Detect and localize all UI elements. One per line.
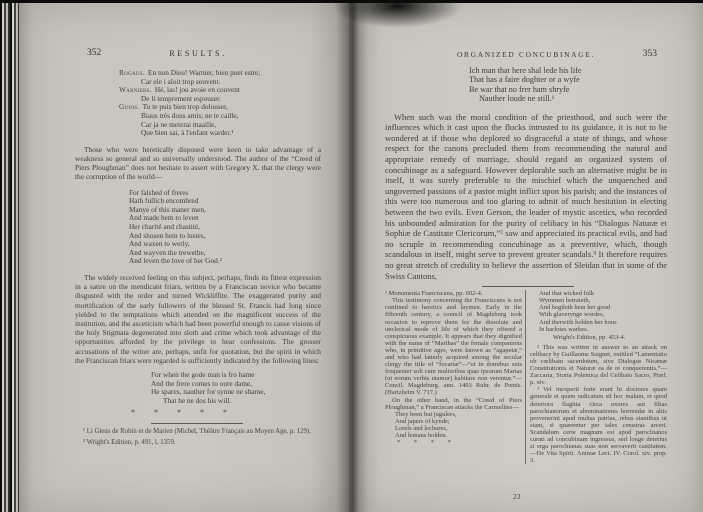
- verse-line: Ich man that here shal lede his life: [469, 66, 582, 75]
- verse-line: And that wicked folk: [539, 290, 595, 298]
- verse-text: Que bien sai, à l'enfant warder.¹: [141, 128, 234, 138]
- verse-text: Biaus très dous amis; ne te caille,: [141, 110, 239, 120]
- verse-line: And therwith holden her hous: [539, 318, 617, 326]
- running-header-right: ORGANIZED CONCUBINAGE.: [457, 50, 595, 59]
- verse-line: And japers of kynde;: [395, 417, 450, 425]
- verse-line: And lemans holden.: [395, 432, 448, 439]
- speaker-name: Rogaus.: [119, 68, 146, 77]
- page-number-left: 352: [87, 48, 102, 58]
- verse-text: Car ele i aloit trop souvent.: [141, 76, 221, 86]
- verse-line: That he ne dos his will.: [163, 395, 232, 405]
- verse-line: For when the gode man is fro hame: [151, 369, 255, 379]
- verse-line: Wymmen betraieth,: [539, 297, 591, 305]
- verse-text: De li temprement espouser.: [141, 93, 221, 103]
- verse-line: For falshed of freres: [129, 187, 189, 197]
- opening-verse: [469, 66, 667, 104]
- verse-line: They been but jugulers,: [395, 410, 457, 418]
- verse-line: Hath fullich encombred: [129, 196, 199, 206]
- verse-line: And made hem to leven: [129, 213, 199, 223]
- left-footnotes: [75, 428, 321, 446]
- satire-quote: [151, 371, 321, 405]
- body-paragraph-1: Those who were heretically disposed were keen to take advantage of a weakness so general and so universally understood. The author of the “Creed of Piers Ploughman” does not hesitate to assert with Gregory X. that the clergy were the corruption of the world—: [75, 144, 321, 182]
- footnote-1: ¹ Li Gieus de Robin et de Marien (Michel, Théâtre Français au Moyen Age, p. 129).: [83, 428, 311, 436]
- verse-line: And the frere comes to oure dame,: [151, 378, 253, 388]
- verse-text: Tu te puis bien trop dolouser,: [142, 102, 228, 112]
- verse-line: Manye of this maner men,: [129, 204, 206, 214]
- scan-edge-top: [0, 0, 703, 3]
- verse-line: And waxen to werly,: [129, 239, 190, 249]
- verse-line: And shosen hem to lustes,: [129, 230, 206, 240]
- signature-mark: 23: [513, 492, 521, 501]
- verse-line: Nauther loude ne still.¹: [479, 94, 555, 104]
- left-page-header: [75, 49, 321, 61]
- footnote-body-1: This testimony concerning the Franciscans is not confined to heretics and laymen. Early in the fifteenth century, a council of Magdeburg took occasion to reprove them for the dissolute and unclerical mode of life of which they offered a conspicuous example. It appears that they dignified with the name of “Marthas” the female companions who, in primitive ages, were known as “agapetæ,” and who had latterly acquired among the secular clergy the title of “focariæ”—“et in domibus suis frequenter soli cum mulieribus quas ipsorum Martas (ut eorum verbis utamur) habitare non verentur.”—Concil. Magdeburg. ann. 1403 Rubr. de Pœnis. (Hartzheim V. 717.): [385, 297, 522, 397]
- creed-quote: [129, 189, 321, 266]
- verse-line: Be war that no frer ham shryfe: [469, 84, 570, 94]
- verse-text: En non Dieu! Warnier, bien puet estre;: [148, 68, 261, 77]
- footnote-ref-2: ² This was written in answer to an attack on celibacy by Guillaume Saignet, entitled “Lamentatio ob cœlibatu sacerdotum, sive Dialogus Nicænæ Constitutionis et Naturæ ea de re conquerentis.”—Zaccaria, Storia Polemica del Celibato Sacro, Præf. p. xiv.: [530, 343, 667, 387]
- verse-line: In harlotes warkes.: [539, 325, 589, 333]
- verse-text: Car ja ne meterai maaille,: [141, 119, 217, 129]
- book-edge-stripes: [0, 0, 19, 512]
- verse-line: And leven the love of her God.²: [129, 256, 222, 266]
- verse-line: And begileth hem her good: [539, 304, 611, 312]
- verse-line: He spares, nauther for synne ne shame,: [151, 387, 266, 397]
- footnote-body-2: On the other hand, in the “Creed of Piers Ploughman,” a Franciscan attacks the Carmelites—: [385, 396, 522, 411]
- left-page-text-block: [75, 49, 321, 447]
- body-paragraph: When such was the moral condition of the priesthood, and such were the influences which it cast upon the flocks intrusted to its guidance, it is not to be wondered at if those who deplored so disgraceful a state of things, and whose respect for the canons precluded them from recommending the natural and appropriate remedy of marriage, should regard an organized system of concubinage as a safeguard. However deplorable such an alternative might be in itself, it was surely preferable to the mischief which the unquenched and ungoverned passions of a pastor might inflict upon his parish; and the instances of this were too numerous and too glaring to admit of much hesitation in electing between the two evils. Even Gerson, the leader of mystic ascetics, who recorded his unbounded admiration for the purity of celibacy in his “Dialogus Naturæ et Sophiæ de Castitate Clericorum,”² saw and appreciated its practical evils, and had no scruple in recommending concubinage as a preventive, which, though scandalous in itself, might serve to prevent greater scandals.³ It therefore requires no great stretch of credulity to believe the assertion of Sleidan that in some of the Swiss Cantons,: [385, 111, 667, 281]
- page-number-right: 353: [642, 49, 657, 59]
- footnote-ref-3: ³ Vel inexperti forte erant hi doctores quam generale et quam radicatum sit hoc malum, et quod deteriora flagitia circa uxores aut filias parochianorum et abominationes horrendæ in aliis provenerint apud multas patrias, rebus stantibus ut stant, si quærentur per tales censuras arceri. Scandalum certe magnum est apud parochianos curati ad concubinam ingressus, sed longe deterius si erga parochianas suas non servaverit castitatem.—De Vita Spirit. Animæ Lect. IV. Corol. xiv. prop. 3.: [530, 386, 667, 465]
- verse-line: And wayven the trewethe,: [129, 247, 206, 257]
- right-page-header: [385, 50, 667, 62]
- verse-text: Hé, las! jou avoie en couvent: [154, 85, 240, 95]
- footnote-columns: [385, 290, 667, 464]
- left-page: [19, 3, 349, 512]
- verse-line: With glaverynge wordes,: [539, 311, 605, 319]
- body-paragraph-2: The widely received feeling on this subject, perhaps, finds its fittest expression in a satire on the mendicant friars, written by a Franciscan novice who became disgusted with the order and turned Wickliffite. The exaggerated purity and mortification of the early followers of the blessed St. Francis had long since yielded to the temptations which attended on the magnificent success of the institution, and the asceticism which had been powerful enough to cause visions of the holy Stigmata degenerated into sloth and crime which took advantage of the opportunities afforded by the privilege to hear confessions. The grosser accusations of the writer are, perhaps, unfit for quotation, but the spirit in which the Franciscan friars were regarded is sufficiently indicated by the following lines:: [75, 272, 321, 365]
- verse-line: That has a faire doghter or a wyfe: [469, 75, 580, 85]
- verse-line: Lorels and lechures,: [395, 424, 448, 432]
- footnote-2: ² Wright's Edition, p. 491, l. 1359.: [83, 438, 176, 446]
- speaker-name: Warniers.: [119, 85, 152, 95]
- play-quote: [119, 69, 321, 138]
- footnote-verse: [530, 290, 667, 333]
- footnote-ref-1: ¹ Monumenta Franciscana, pp. 602-4.: [385, 290, 483, 298]
- running-header-left: RESULTS.: [169, 49, 227, 58]
- asterisk-row: * * * *: [397, 439, 451, 447]
- asterisk-row: * * * * *: [131, 408, 227, 418]
- speaker-name: Guios.: [119, 102, 140, 112]
- footnote-column-left: [385, 290, 522, 464]
- footnote-rule: [151, 423, 243, 424]
- verse-line: Her charité and chastité,: [129, 221, 200, 231]
- footnote-rule: [482, 286, 574, 287]
- verse-attribution: Wright's Edition, pp. 453-4.: [553, 333, 626, 341]
- right-page: [349, 0, 703, 512]
- right-page-text-block: [385, 50, 667, 464]
- verse-line: [119, 129, 321, 138]
- footnote-verse: [385, 411, 522, 439]
- footnote-column-right: [525, 290, 667, 464]
